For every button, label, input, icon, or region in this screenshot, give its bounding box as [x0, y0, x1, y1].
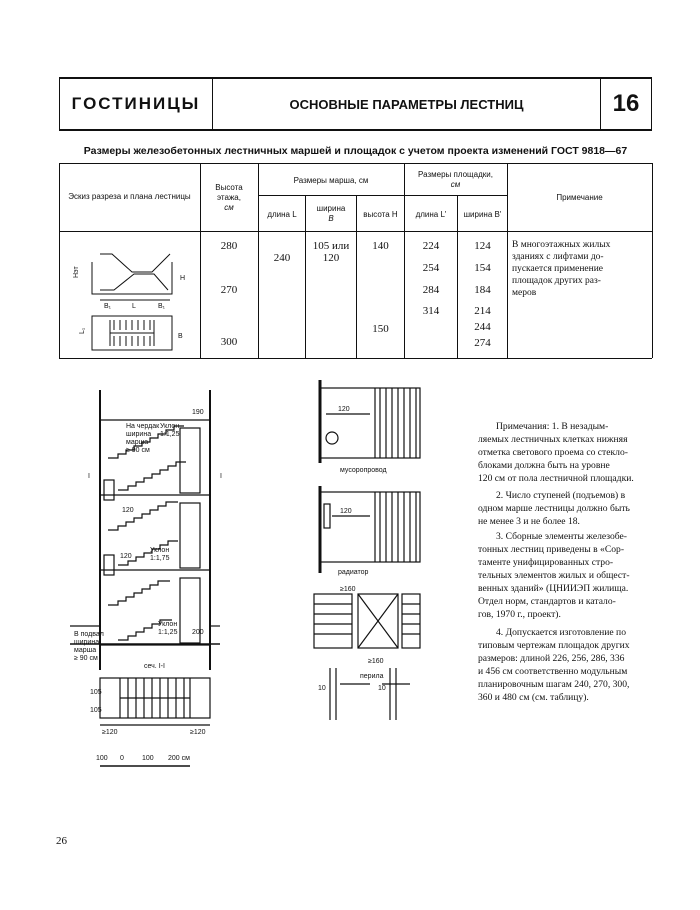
- sketch-plan-steps: [114, 336, 150, 346]
- scale-label: 100: [142, 755, 154, 762]
- slope-bottom: Уклон: [158, 621, 178, 628]
- sketch-plan-steps: [114, 320, 150, 330]
- stair-sketch: [62, 234, 198, 356]
- stair-flight-plan: [402, 594, 420, 648]
- step-lines: [314, 604, 352, 634]
- sketch-lower-flight: [100, 274, 168, 290]
- plan-dim: ≥120: [190, 729, 206, 736]
- landing-width-value: 154: [474, 262, 491, 274]
- floor-height-value: 280: [220, 240, 238, 252]
- header-width-b-1: ширина: [316, 204, 346, 213]
- stair-flight: [108, 581, 170, 605]
- landing-width-value: 244: [474, 321, 491, 333]
- stair-cage-plan: [320, 492, 420, 562]
- garbage-chute-label: мусоропровод: [340, 467, 387, 474]
- header-width-b2: ширина B': [463, 210, 502, 219]
- header-note: Примечание: [556, 193, 603, 202]
- basement-note: марша: [74, 647, 97, 654]
- detail-drawings: [300, 378, 430, 728]
- window-opening: [180, 428, 200, 493]
- remark-line: зданиях с лифтами до-: [512, 252, 604, 262]
- section-marker-left: I: [88, 473, 90, 480]
- note-3: 3. Сборные элементы железобе- тонных лестниц приведены в «Сор- таменте унифицированных стро- тельных элементов жилых и общест- венных зданий» (ЦНИИЭП жилища. Отдел норм, стандартов и катало- гов, 1970 г., проект).: [478, 531, 630, 621]
- col-divider: [404, 163, 405, 358]
- floor-height-value: 270: [220, 284, 238, 296]
- remark-line: меров: [512, 288, 537, 298]
- march-width-value-1: 105 или: [312, 240, 350, 252]
- scale-label: 100: [96, 755, 108, 762]
- note-2: 2. Число ступеней (подъемов) в одном марше лестницы должно быть не менее 3 и не более 18.: [478, 490, 630, 528]
- header-sketch: Эскиз разреза и плана лестницы: [68, 192, 191, 201]
- attic-note: ≥ 90 см: [126, 447, 150, 454]
- plan-dim: 105: [90, 707, 102, 714]
- plan-steps: [128, 698, 184, 718]
- section-dim-200: 200: [192, 629, 204, 636]
- scale-label: 0: [120, 755, 124, 762]
- railing-dim: 10: [318, 685, 326, 692]
- sketch-label-b: B: [178, 333, 183, 340]
- landing-width-value: 274: [474, 337, 491, 349]
- landing-length-value: 314: [422, 305, 440, 317]
- garbage-chute-symbol: [326, 432, 338, 444]
- door-opening: [104, 480, 114, 500]
- stair-section-drawing: [60, 380, 245, 775]
- window-opening: [180, 503, 200, 568]
- sketch-label-b1b: B₁: [158, 303, 166, 310]
- sketch-label-l1: L₁: [79, 327, 86, 334]
- remark-line: пускается применение: [512, 264, 604, 274]
- page-footer-number: 26: [56, 835, 67, 847]
- landing-length-value: 284: [422, 284, 440, 296]
- railing-dim: 10: [378, 685, 386, 692]
- sketch-label-l: L: [132, 303, 136, 310]
- section-dim-190: 190: [192, 409, 204, 416]
- header-width-b-2: B: [328, 214, 334, 223]
- header-floor-height-2: этажа,: [217, 193, 241, 202]
- march-height-value: 140: [372, 240, 389, 252]
- header-floor-height-1: Высота: [215, 183, 243, 192]
- plan-dim: ≥120: [102, 729, 118, 736]
- step-lines: [380, 388, 416, 458]
- attic-note: марша: [126, 439, 149, 446]
- basement-note: ширина: [74, 639, 100, 646]
- section-label: сеч. I-I: [144, 663, 165, 670]
- stair-flight: [108, 502, 178, 530]
- table-caption: Размеры железобетонных лестничных маршей и площадок с учетом проекта изменений ГОСТ 9818—67: [83, 145, 628, 157]
- step-lines: [380, 492, 416, 562]
- page-number-badge: 16: [612, 90, 640, 117]
- sketch-label-b1a: B₁: [104, 303, 112, 310]
- page-title: ОСНОВНЫЕ ПАРАМЕТРЫ ЛЕСТНИЦ: [213, 79, 601, 129]
- table-right-border: [652, 163, 653, 358]
- slope-mid: 1:1,75: [150, 555, 170, 562]
- slope-top: Уклон: [160, 423, 180, 430]
- plan-steps: [128, 678, 184, 698]
- basement-note: ≥ 90 см: [74, 655, 98, 662]
- note-1: Примечания: 1. В незадым- ляемых лестничных клетках нижняя отметка светового проема со стекло- блоками должна быть на уровне 120 см от пола лестничной площадки.: [478, 421, 634, 485]
- section-marker-right: I: [220, 473, 222, 480]
- header-landing-group-2: см: [450, 180, 461, 189]
- lift-dim: ≥160: [368, 658, 384, 665]
- slope-top: 1:1,25: [160, 431, 180, 438]
- table-border-bottom: [59, 358, 652, 359]
- slope-mid: Уклон: [150, 547, 170, 554]
- march-width-value-2: 120: [322, 252, 340, 264]
- section-dim-120: 120: [122, 507, 134, 514]
- plan-dim: 105: [90, 689, 102, 696]
- garbage-dim: 120: [338, 406, 350, 413]
- note-4: 4. Допускается изготовление по типовым чертежам площадок других размеров: длиной 226, 256, 286, 336 и 456 см соответственно модульным планировочным шагам 240, 270, 300, 360 и 480 см (см. таблицу).: [478, 627, 630, 704]
- basement-note: В подвал: [74, 631, 104, 638]
- stair-flight: [118, 462, 186, 490]
- step-lines: [402, 604, 420, 634]
- table-border-top: [59, 163, 652, 164]
- floor-height-value: 300: [220, 336, 238, 348]
- header-length-l2: длина L': [415, 210, 447, 219]
- section-dim-120: 120: [120, 553, 132, 560]
- landing-length-value: 224: [422, 240, 440, 252]
- header-length-l: длина L: [267, 210, 297, 219]
- table-subheader-rule: [258, 195, 507, 196]
- railing-label: перила: [360, 673, 384, 680]
- header-landing-group-1: Размеры площадки,: [418, 170, 493, 179]
- attic-note: ширина: [126, 431, 152, 438]
- remark-line: площадок других раз-: [512, 276, 601, 286]
- header-march-group: Размеры марша, см: [293, 176, 369, 185]
- march-length-value: 240: [273, 252, 291, 264]
- radiator-label: радиатор: [338, 569, 369, 576]
- march-height-value: 150: [372, 323, 389, 335]
- landing-width-value: 214: [474, 305, 491, 317]
- stair-flight-plan: [314, 594, 352, 648]
- landing-width-value: 124: [474, 240, 491, 252]
- door-opening: [104, 555, 114, 575]
- attic-note: На чердак: [126, 423, 160, 430]
- table-left-border: [59, 163, 60, 358]
- section-title: ГОСТИНИЦЫ: [60, 79, 213, 129]
- sketch-section-outline: [92, 262, 172, 294]
- sketch-label-h: Н: [180, 275, 186, 282]
- page-header: [59, 77, 652, 131]
- scale-label: 200 см: [168, 755, 190, 762]
- header-height-h: высота H: [363, 210, 398, 219]
- sketch-label-het: Нэт: [73, 266, 80, 278]
- radiator-symbol: [324, 504, 330, 528]
- stair-cage-plan: [320, 388, 420, 458]
- radiator-dim: 120: [340, 508, 352, 515]
- lift-dim: ≥160: [340, 586, 356, 593]
- remark-line: В многоэтажных жилых: [512, 240, 611, 250]
- landing-length-value: 254: [422, 262, 440, 274]
- landing-width-value: 184: [474, 284, 491, 296]
- header-floor-height-3: см: [224, 203, 234, 212]
- slope-bottom: 1:1,25: [158, 629, 178, 636]
- sketch-upper-flight: [100, 254, 170, 272]
